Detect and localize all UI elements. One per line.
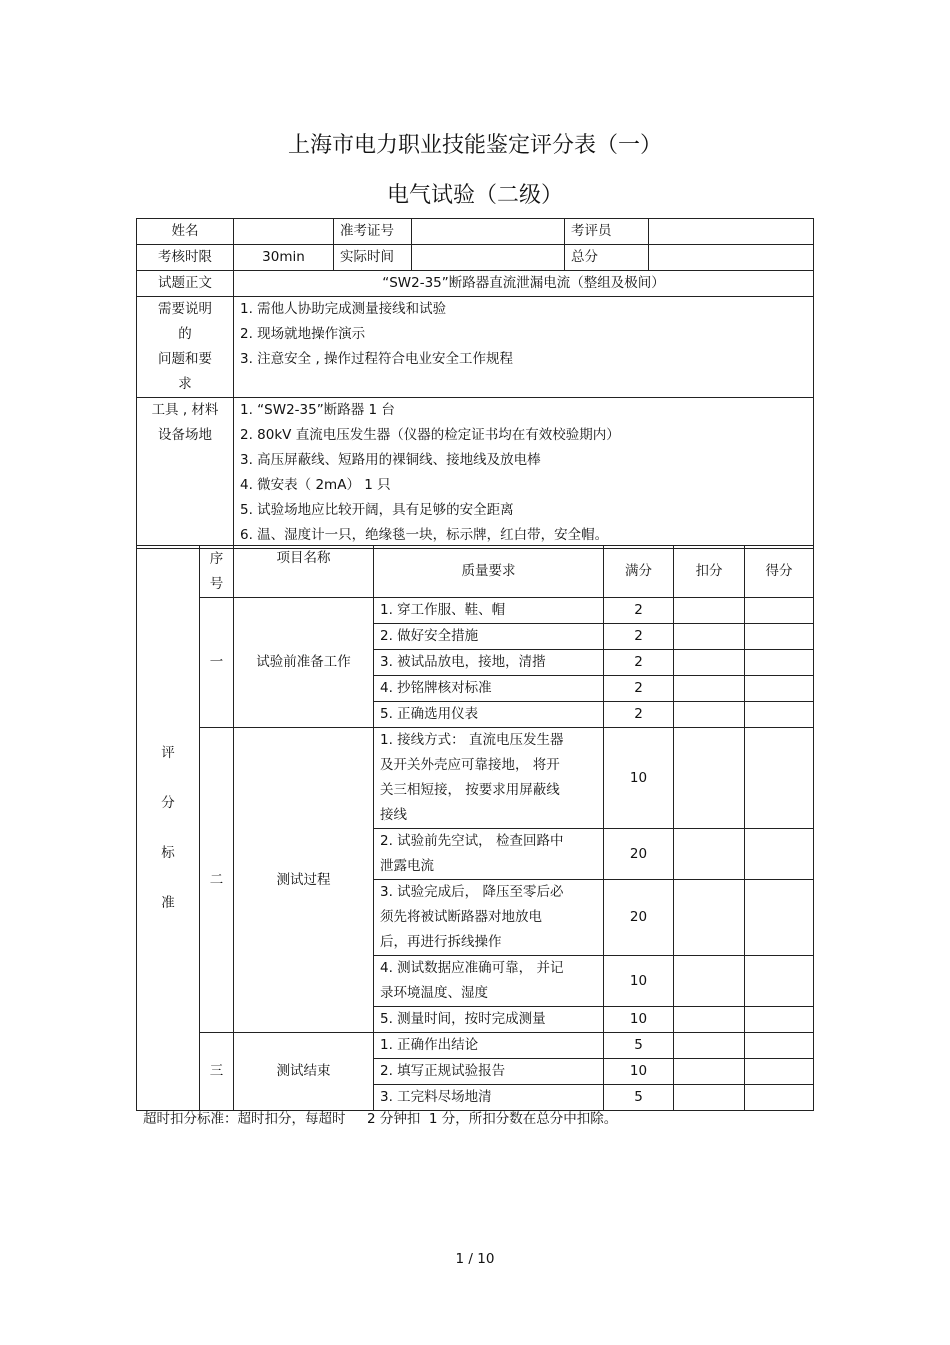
requirements-list: [234, 297, 814, 398]
full-score: 2: [604, 650, 674, 676]
scoring-side-label: [137, 546, 200, 1111]
column-header-seq-char: 序: [209, 550, 224, 567]
overtime-note: 超时扣分标准：超时扣分，每超时 2 分钟扣 1 分，所扣分数在总分中扣除。: [143, 1111, 618, 1127]
document-title: 上海市电力职业技能鉴定评分表（一）: [287, 133, 662, 158]
total-label: 总分: [565, 245, 649, 271]
requirements-label: [137, 297, 234, 398]
quality-requirement: 2. 填写正规试验报告: [374, 1059, 604, 1085]
full-score: 2: [604, 598, 674, 624]
requirement-item: 1. 需他人协助完成测量接线和试验: [240, 301, 447, 317]
group-name: 试验前准备工作: [234, 598, 374, 728]
full-score: 20: [604, 829, 674, 880]
tool-item: 1. “SW2-35”断路器 1 台: [240, 402, 395, 418]
score-cell[interactable]: [745, 624, 814, 650]
quality-line: 及开关外壳应可靠接地， 将开: [380, 757, 560, 773]
column-header-score: 得分: [745, 546, 814, 598]
exam-no-label: 准考证号: [334, 219, 412, 245]
quality-requirement: [374, 880, 604, 956]
score-cell[interactable]: [745, 1085, 814, 1111]
score-cell[interactable]: [745, 676, 814, 702]
full-score: 10: [604, 1059, 674, 1085]
score-cell[interactable]: [745, 650, 814, 676]
group-name: 测试过程: [234, 728, 374, 1033]
tool-item: 2. 80kV 直流电压发生器（仪器的检定证书均在有效校验期内）: [240, 427, 620, 443]
deduct-cell[interactable]: [674, 829, 745, 880]
document-subtitle: 电气试验（二级）: [386, 183, 563, 208]
scoring-side-char: 准: [161, 895, 175, 911]
tools-label-line: 设备场地: [158, 427, 212, 443]
quality-line: 3. 试验完成后， 降压至零后必: [380, 884, 564, 900]
tools-label: [137, 398, 234, 549]
tool-item: 5. 试验场地应比较开阔，具有足够的安全距离: [240, 502, 514, 518]
full-score: 10: [604, 956, 674, 1007]
deduct-cell[interactable]: [674, 624, 745, 650]
full-score: 10: [604, 1007, 674, 1033]
deduct-cell[interactable]: [674, 728, 745, 829]
score-cell[interactable]: [745, 1007, 814, 1033]
scoring-side-char: 标: [161, 845, 175, 861]
score-cell[interactable]: [745, 728, 814, 829]
score-cell[interactable]: [745, 880, 814, 956]
requirements-label-line: 需要说明: [158, 301, 212, 317]
score-cell[interactable]: [745, 829, 814, 880]
score-cell[interactable]: [745, 598, 814, 624]
deduct-cell[interactable]: [674, 1007, 745, 1033]
group-seq: 三: [200, 1033, 234, 1111]
group-seq: 一: [200, 598, 234, 728]
score-cell[interactable]: [745, 1059, 814, 1085]
quality-requirement: [374, 829, 604, 880]
quality-requirement: 1. 穿工作服、鞋、帽: [374, 598, 604, 624]
actual-time-field[interactable]: [412, 245, 565, 271]
group-seq: 二: [200, 728, 234, 1033]
full-score: 10: [604, 728, 674, 829]
quality-requirement: 3. 被试品放电，接地，清揩: [374, 650, 604, 676]
requirements-label-line: 的: [178, 326, 192, 342]
requirements-label-line: 求: [178, 376, 192, 392]
quality-line: 泄露电流: [380, 858, 434, 874]
score-cell[interactable]: [745, 702, 814, 728]
scoring-table: [136, 545, 814, 1111]
full-score: 5: [604, 1085, 674, 1111]
requirement-item: 2. 现场就地操作演示: [240, 326, 366, 342]
name-label: 姓名: [137, 219, 234, 245]
quality-requirement: 1. 正确作出结论: [374, 1033, 604, 1059]
column-header-full: 满分: [604, 546, 674, 598]
column-header-deduct: 扣分: [674, 546, 745, 598]
full-score: 2: [604, 702, 674, 728]
quality-line: 须先将被试断路器对地放电: [380, 909, 542, 925]
scoring-side-char: 分: [161, 795, 175, 811]
quality-line: 1. 接线方式： 直流电压发生器: [380, 732, 564, 748]
tool-item: 3. 高压屏蔽线、短路用的裸铜线、接地线及放电棒: [240, 452, 541, 468]
full-score: 2: [604, 624, 674, 650]
name-field[interactable]: [234, 219, 334, 245]
deduct-cell[interactable]: [674, 598, 745, 624]
quality-requirement: [374, 956, 604, 1007]
info-table: [136, 218, 814, 549]
quality-requirement: 4. 抄铭牌核对标准: [374, 676, 604, 702]
deduct-cell[interactable]: [674, 1085, 745, 1111]
quality-line: 后，再进行拆线操作: [380, 934, 502, 950]
tools-label-line: 工具 , 材料: [151, 402, 219, 418]
examiner-field[interactable]: [649, 219, 814, 245]
quality-line: 2. 试验前先空试， 检查回路中: [380, 833, 564, 849]
quality-requirement: 5. 正确选用仪表: [374, 702, 604, 728]
actual-time-label: 实际时间: [334, 245, 412, 271]
column-header-seq-char: 号: [209, 575, 224, 592]
quality-line: 关三相短接， 按要求用屏蔽线: [380, 782, 560, 798]
score-cell[interactable]: [745, 1033, 814, 1059]
time-limit-label: 考核时限: [137, 245, 234, 271]
examiner-label: 考评员: [565, 219, 649, 245]
deduct-cell[interactable]: [674, 880, 745, 956]
page-number: 1 / 10: [455, 1251, 495, 1267]
deduct-cell[interactable]: [674, 702, 745, 728]
tool-item: 6. 温、湿度计一只，绝缘毯一块，标示牌，红白带，安全帽。: [240, 527, 609, 543]
column-header-seq: [200, 546, 234, 598]
quality-line: 4. 测试数据应准确可靠， 并记: [380, 960, 564, 976]
scoring-side-char: 评: [161, 745, 175, 761]
quality-requirement: 5. 测量时间，按时完成测量: [374, 1007, 604, 1033]
column-header-item: 项目名称: [234, 546, 374, 598]
tool-item: 4. 微安表（ 2mA） 1 只: [240, 477, 391, 493]
quality-line: 录环境温度、湿度: [380, 985, 488, 1001]
quality-requirement: 2. 做好安全措施: [374, 624, 604, 650]
quality-line: 接线: [380, 807, 407, 823]
group-name: 测试结束: [234, 1033, 374, 1111]
time-limit-value: 30min: [234, 245, 334, 271]
tools-list: [234, 398, 814, 549]
column-header-quality: 质量要求: [374, 546, 604, 598]
deduct-cell[interactable]: [674, 650, 745, 676]
total-field[interactable]: [649, 245, 814, 271]
question-label: 试题正文: [137, 271, 234, 297]
full-score: 20: [604, 880, 674, 956]
requirement-item: 3. 注意安全 , 操作过程符合电业安全工作规程: [240, 351, 514, 367]
score-cell[interactable]: [745, 956, 814, 1007]
deduct-cell[interactable]: [674, 956, 745, 1007]
quality-requirement: 3. 工完料尽场地清: [374, 1085, 604, 1111]
deduct-cell[interactable]: [674, 676, 745, 702]
full-score: 2: [604, 676, 674, 702]
full-score: 5: [604, 1033, 674, 1059]
deduct-cell[interactable]: [674, 1033, 745, 1059]
quality-requirement: [374, 728, 604, 829]
exam-no-field[interactable]: [412, 219, 565, 245]
deduct-cell[interactable]: [674, 1059, 745, 1085]
question-text: “SW2-35”断路器直流泄漏电流（整组及极间）: [234, 271, 814, 297]
requirements-label-line: 问题和要: [158, 351, 212, 367]
